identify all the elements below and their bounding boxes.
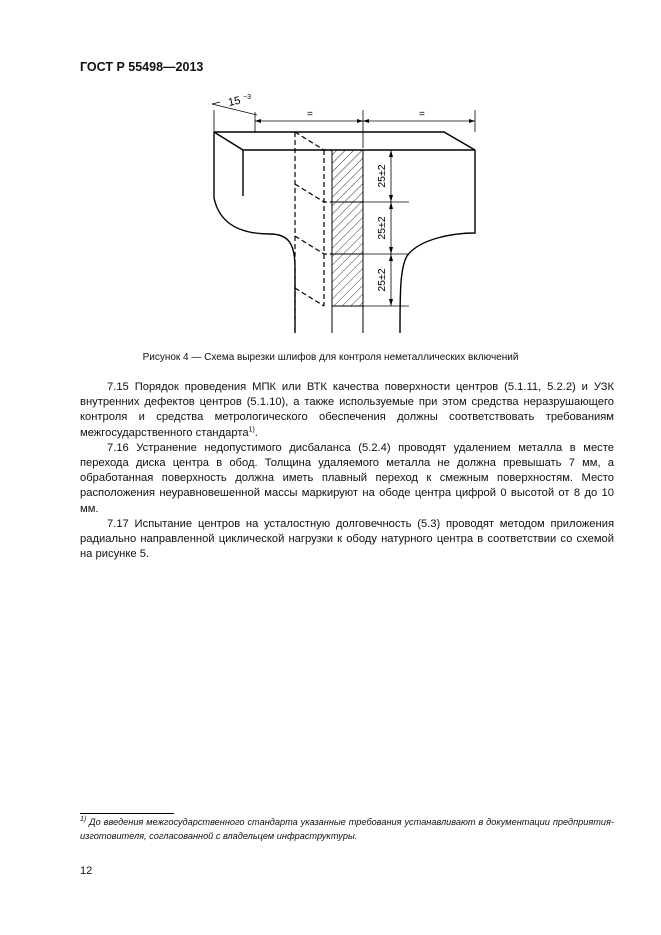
angle-annotation: [212, 94, 257, 115]
equal-mark-1: =: [307, 109, 313, 120]
paragraph-7-15: 7.15 Порядок проведения МПК или ВТК качества поверхности центров (5.1.11, 5.2.2) и УЗК внутренних дефектов центров (5.1.10), а также используемые при этом средства неразрушающего контроля и средства метрологического обеспечения должны соответствовать требованиям межгосударственного стандарта$^{1)}$.: [80, 381, 614, 439]
footnote-divider: [80, 813, 174, 814]
dim-label-3: 25±2: [376, 268, 388, 292]
paragraph-7-17: 7.17 Испытание центров на усталостную долговечность (5.3) проводят методом приложения радиально направленной циклической нагрузки к ободу натурного центра в соответствии со схемой на рисунке 5.: [80, 517, 614, 561]
body-text: [80, 380, 614, 562]
page-number: 12: [80, 865, 93, 877]
document-header: ГОСТ Р 55498—2013: [80, 60, 204, 74]
equal-mark-2: =: [419, 109, 425, 120]
dim-label-1: 25±2: [376, 164, 388, 188]
angle-label: 15: [227, 94, 242, 109]
footnote-mark: 1): [80, 815, 87, 823]
paragraph-7-16: 7.16 Устранение недопустимого дисбаланса (5.2.4) проводят удалением металла в месте перехода диска центра в обод. Толщина удаляемого металла не должна превышать 7 мм, а обработанная поверхность должна иметь плавный переход к смежным поверхностям. Место расположения неуравновешенной массы маркируют на ободе центра цифрой 0 высотой от 8 до 10 мм.: [80, 441, 614, 515]
dim-label-2: 25±2: [376, 216, 388, 240]
figure-caption: Рисунок 4 — Схема вырезки шлифов для контроля неметаллических включений: [142, 352, 519, 363]
footnote-ref: 1): [248, 425, 255, 433]
vertical-dimensions: [363, 150, 409, 306]
dashed-cut-lines: [295, 132, 332, 320]
hatched-specimens: [332, 150, 363, 333]
angle-sup: −3: [243, 94, 251, 101]
footnote-text: До введения межгосударственного стандарта указанные требования устанавливают в документации предприятия-изготовителя, согласованной с владельцем инфраструктуры.: [80, 817, 614, 841]
footnote: [80, 816, 614, 843]
figure-4-drawing: [195, 88, 495, 350]
